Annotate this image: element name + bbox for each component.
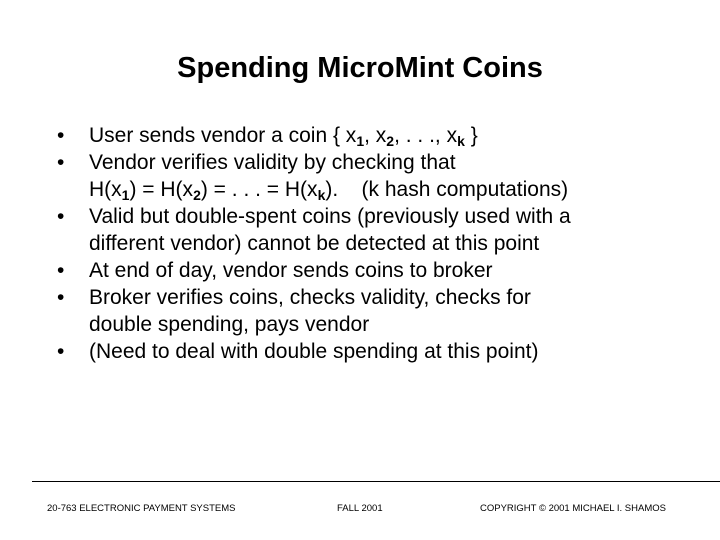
footer-course: 20-763 ELECTRONIC PAYMENT SYSTEMS [47, 503, 236, 514]
bullet-dot: • [57, 124, 65, 147]
bullet-item [57, 284, 687, 338]
bullet-text: Vendor verifies validity by checking that [89, 151, 456, 174]
bullet-list [57, 122, 687, 365]
subscript: 2 [386, 133, 395, 149]
bullet-item [57, 149, 687, 203]
bullet-line [89, 338, 687, 365]
bullet-text: different vendor) cannot be detected at this point [89, 232, 540, 255]
bullet-text: , . . ., x [394, 124, 458, 147]
bullet-line [89, 311, 687, 338]
bullet-text: Valid but double-spent coins (previously used with a [89, 205, 571, 228]
subscript: 2 [193, 187, 201, 203]
bullet-item [57, 203, 687, 257]
subscript: 1 [121, 187, 130, 203]
footer-divider [32, 481, 720, 482]
bullet-item [57, 257, 687, 284]
bullet-item [57, 122, 687, 149]
bullet-text: ) = . . . = H(x [200, 178, 318, 201]
bullet-line [89, 230, 687, 257]
bullet-text: double spending, pays vendor [89, 313, 370, 336]
bullet-line [89, 149, 687, 176]
bullet-dot: • [57, 259, 65, 282]
bullet-dot: • [57, 340, 65, 363]
bullet-text: (Need to deal with double spending at this point) [89, 340, 539, 363]
bullet-text: H(x [89, 178, 122, 201]
subscript: k [457, 133, 465, 149]
bullet-text: ) = H(x [129, 178, 194, 201]
bullet-line [89, 176, 687, 203]
bullet-text: User sends vendor a coin { x [89, 124, 357, 147]
bullet-line [89, 203, 687, 230]
bullet-text: ). (k hash computations) [325, 178, 569, 201]
slide-title: Spending MicroMint Coins [177, 52, 543, 84]
bullet-dot: • [57, 286, 65, 309]
bullet-line [89, 284, 687, 311]
subscript: k [317, 187, 326, 203]
bullet-item [57, 338, 687, 365]
subscript: 1 [356, 133, 365, 149]
bullet-text: } [464, 124, 478, 147]
bullet-text: Broker verifies coins, checks validity, checks for [89, 286, 531, 309]
bullet-dot: • [57, 151, 65, 174]
footer-term: FALL 2001 [337, 503, 383, 514]
bullet-text: At end of day, vendor sends coins to broker [89, 259, 493, 282]
bullet-dot: • [57, 205, 65, 228]
bullet-text: , x [364, 124, 387, 147]
bullet-line [89, 257, 687, 284]
bullet-line [89, 122, 687, 149]
footer-copyright: COPYRIGHT © 2001 MICHAEL I. SHAMOS [480, 503, 666, 514]
